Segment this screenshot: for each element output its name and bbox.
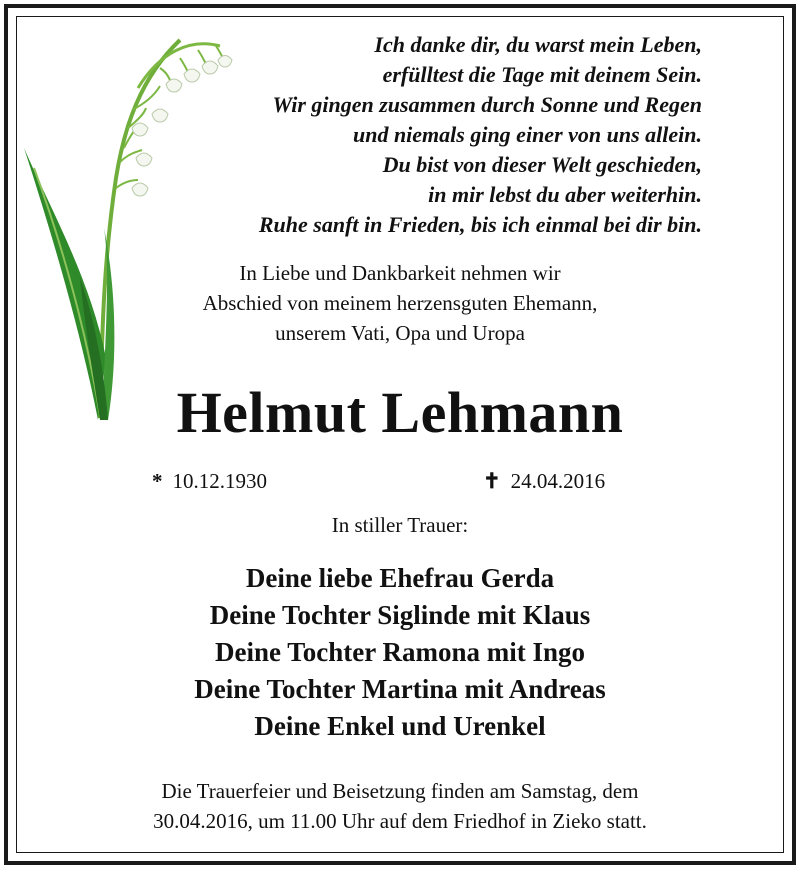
poem-line: Wir gingen zusammen durch Sonne und Regen [272,92,702,117]
poem-line: in mir lebst du aber weiterhin. [428,182,702,207]
intro-line: Abschied von meinem herzensguten Ehemann, [202,291,598,315]
family-member: Deine Tochter Siglinde mit Klaus [209,600,591,630]
poem-line: Du bist von dieser Welt geschieden, [382,152,702,177]
notice-line: Die Trauerfeier und Beisetzung finden am Samstag, dem [161,779,639,803]
funeral-notice [0,776,800,836]
poem-line: und niemals ging einer von uns allein. [352,122,702,147]
family-list [0,560,800,745]
intro-text [0,258,800,348]
death-date-value: 24.04.2016 [510,469,606,493]
poem-line: erfülltest die Tage mit deinem Sein. [382,62,702,87]
poem-line: Ruhe sanft in Frieden, bis ich einmal bei dir bin. [258,212,702,237]
family-member: Deine Enkel und Urenkel [254,711,546,741]
mourning-label: In stiller Trauer: [331,513,469,537]
birth-date-value: 10.12.1930 [172,469,267,493]
intro-line: In Liebe und Dankbarkeit nehmen wir [239,261,561,285]
birth-date [152,466,267,496]
family-member: Deine liebe Ehefrau Gerda [245,563,555,593]
family-member: Deine Tochter Martina mit Andreas [194,674,606,704]
death-cross-icon: ✝ [483,469,501,493]
poem [142,30,702,240]
family-member: Deine Tochter Ramona mit Ingo [214,637,585,667]
deceased-name: Helmut Lehmann [176,380,624,445]
birth-star-icon: * [152,469,163,493]
poem-line: Ich danke dir, du warst mein Leben, [374,32,702,57]
notice-line: 30.04.2016, um 11.00 Uhr auf dem Friedhof in Zieko statt. [153,809,647,833]
intro-line: unserem Vati, Opa und Uropa [275,321,525,345]
death-date [483,466,605,496]
